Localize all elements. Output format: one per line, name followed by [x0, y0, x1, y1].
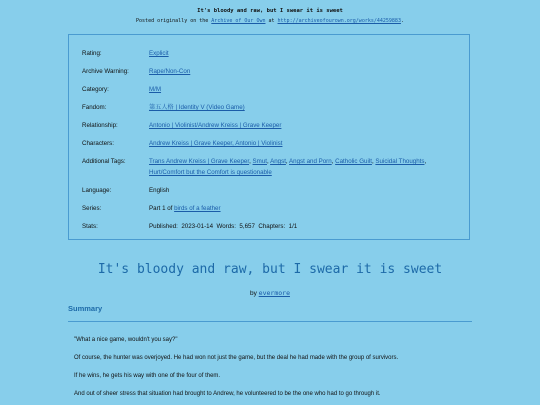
- series-label: Series:: [82, 205, 102, 212]
- chapters-label: Chapters:: [258, 223, 286, 230]
- tags-label: Additional Tags:: [82, 158, 126, 165]
- stats-values: [149, 221, 461, 232]
- rating-link[interactable]: Explicit: [149, 50, 169, 57]
- fandom-link[interactable]: 第五人格 | Identity V (Video Game): [149, 104, 245, 111]
- summary-paragraph: Of course, the hunter was overjoyed. He had won not just the game, but the deal he had made with the group of survivors.: [74, 355, 399, 361]
- byline-by: by: [250, 290, 259, 297]
- series-link[interactable]: birds of a feather: [174, 205, 221, 212]
- series-prefix: Part 1 of: [149, 205, 175, 212]
- stats-label: Stats:: [82, 223, 98, 230]
- tag-link[interactable]: Smut: [252, 158, 267, 165]
- fandom-label: Fandom:: [82, 104, 107, 111]
- characters-label: Characters:: [82, 140, 114, 147]
- posted-prefix: Posted originally on the: [136, 18, 212, 24]
- tag-link[interactable]: Catholic Guilt: [335, 158, 372, 165]
- warning-label: Archive Warning:: [82, 68, 129, 75]
- warning-link[interactable]: Rape/Non-Con: [149, 68, 191, 75]
- work-title: It's bloody and raw, but I swear it is sweet: [97, 262, 443, 277]
- work-url-link[interactable]: http://archiveofourown.org/works/44259883: [277, 18, 401, 24]
- relationship-link[interactable]: Antonio | Violinist/Andrew Kreiss | Grave Keeper: [149, 122, 282, 129]
- posted-line: [0, 18, 540, 24]
- summary-divider: [68, 321, 472, 322]
- language-value: English: [149, 187, 170, 194]
- category-label: Category:: [82, 86, 109, 93]
- tag-link[interactable]: Trans Andrew Kreiss | Grave Keeper: [149, 158, 250, 165]
- summary-paragraph: "What a nice game, wouldn't you say?": [74, 337, 178, 343]
- posted-mid: at: [265, 18, 278, 24]
- published-value: 2023-01-14: [181, 223, 214, 230]
- tags-list: Trans Andrew Kreiss | Grave Keeper, Smut, Angst, Angst and Porn, Catholic Guilt, Suicidal Thoughts, Hurt/Comfort but the Comfort is questionable: [149, 158, 427, 176]
- characters-link[interactable]: Andrew Kreiss | Grave Keeper, Antonio | Violinist: [149, 140, 283, 147]
- rating-label: Rating:: [82, 50, 102, 57]
- header-title: It's bloody and raw, but I swear it is sweet: [197, 8, 343, 14]
- relationship-label: Relationship:: [82, 122, 118, 129]
- tag-link[interactable]: Hurt/Comfort but the Comfort is questionable: [149, 169, 272, 176]
- language-label: Language:: [82, 187, 112, 194]
- author-link[interactable]: evermore: [258, 289, 290, 297]
- category-link[interactable]: M/M: [149, 86, 162, 93]
- published-label: Published:: [149, 223, 178, 230]
- archive-link[interactable]: Archive of Our Own: [211, 18, 266, 24]
- byline: [0, 289, 540, 297]
- tag-link[interactable]: Angst and Porn: [289, 158, 332, 165]
- chapters-value: 1/1: [288, 223, 298, 230]
- summary-paragraph: If he wins, he gets his way with one of the four of them.: [74, 373, 221, 379]
- words-label: Words:: [216, 223, 236, 230]
- words-value: 5,657: [239, 223, 255, 230]
- posted-suffix: .: [400, 18, 404, 24]
- summary-paragraph: And out of sheer stress that situation had brought to Andrew, he volunteered to be the one who had to go through it.: [74, 391, 381, 397]
- work-meta-box: [68, 34, 470, 240]
- summary-heading: Summary: [68, 304, 103, 313]
- tag-link[interactable]: Suicidal Thoughts: [375, 158, 425, 165]
- tag-link[interactable]: Angst: [270, 158, 286, 165]
